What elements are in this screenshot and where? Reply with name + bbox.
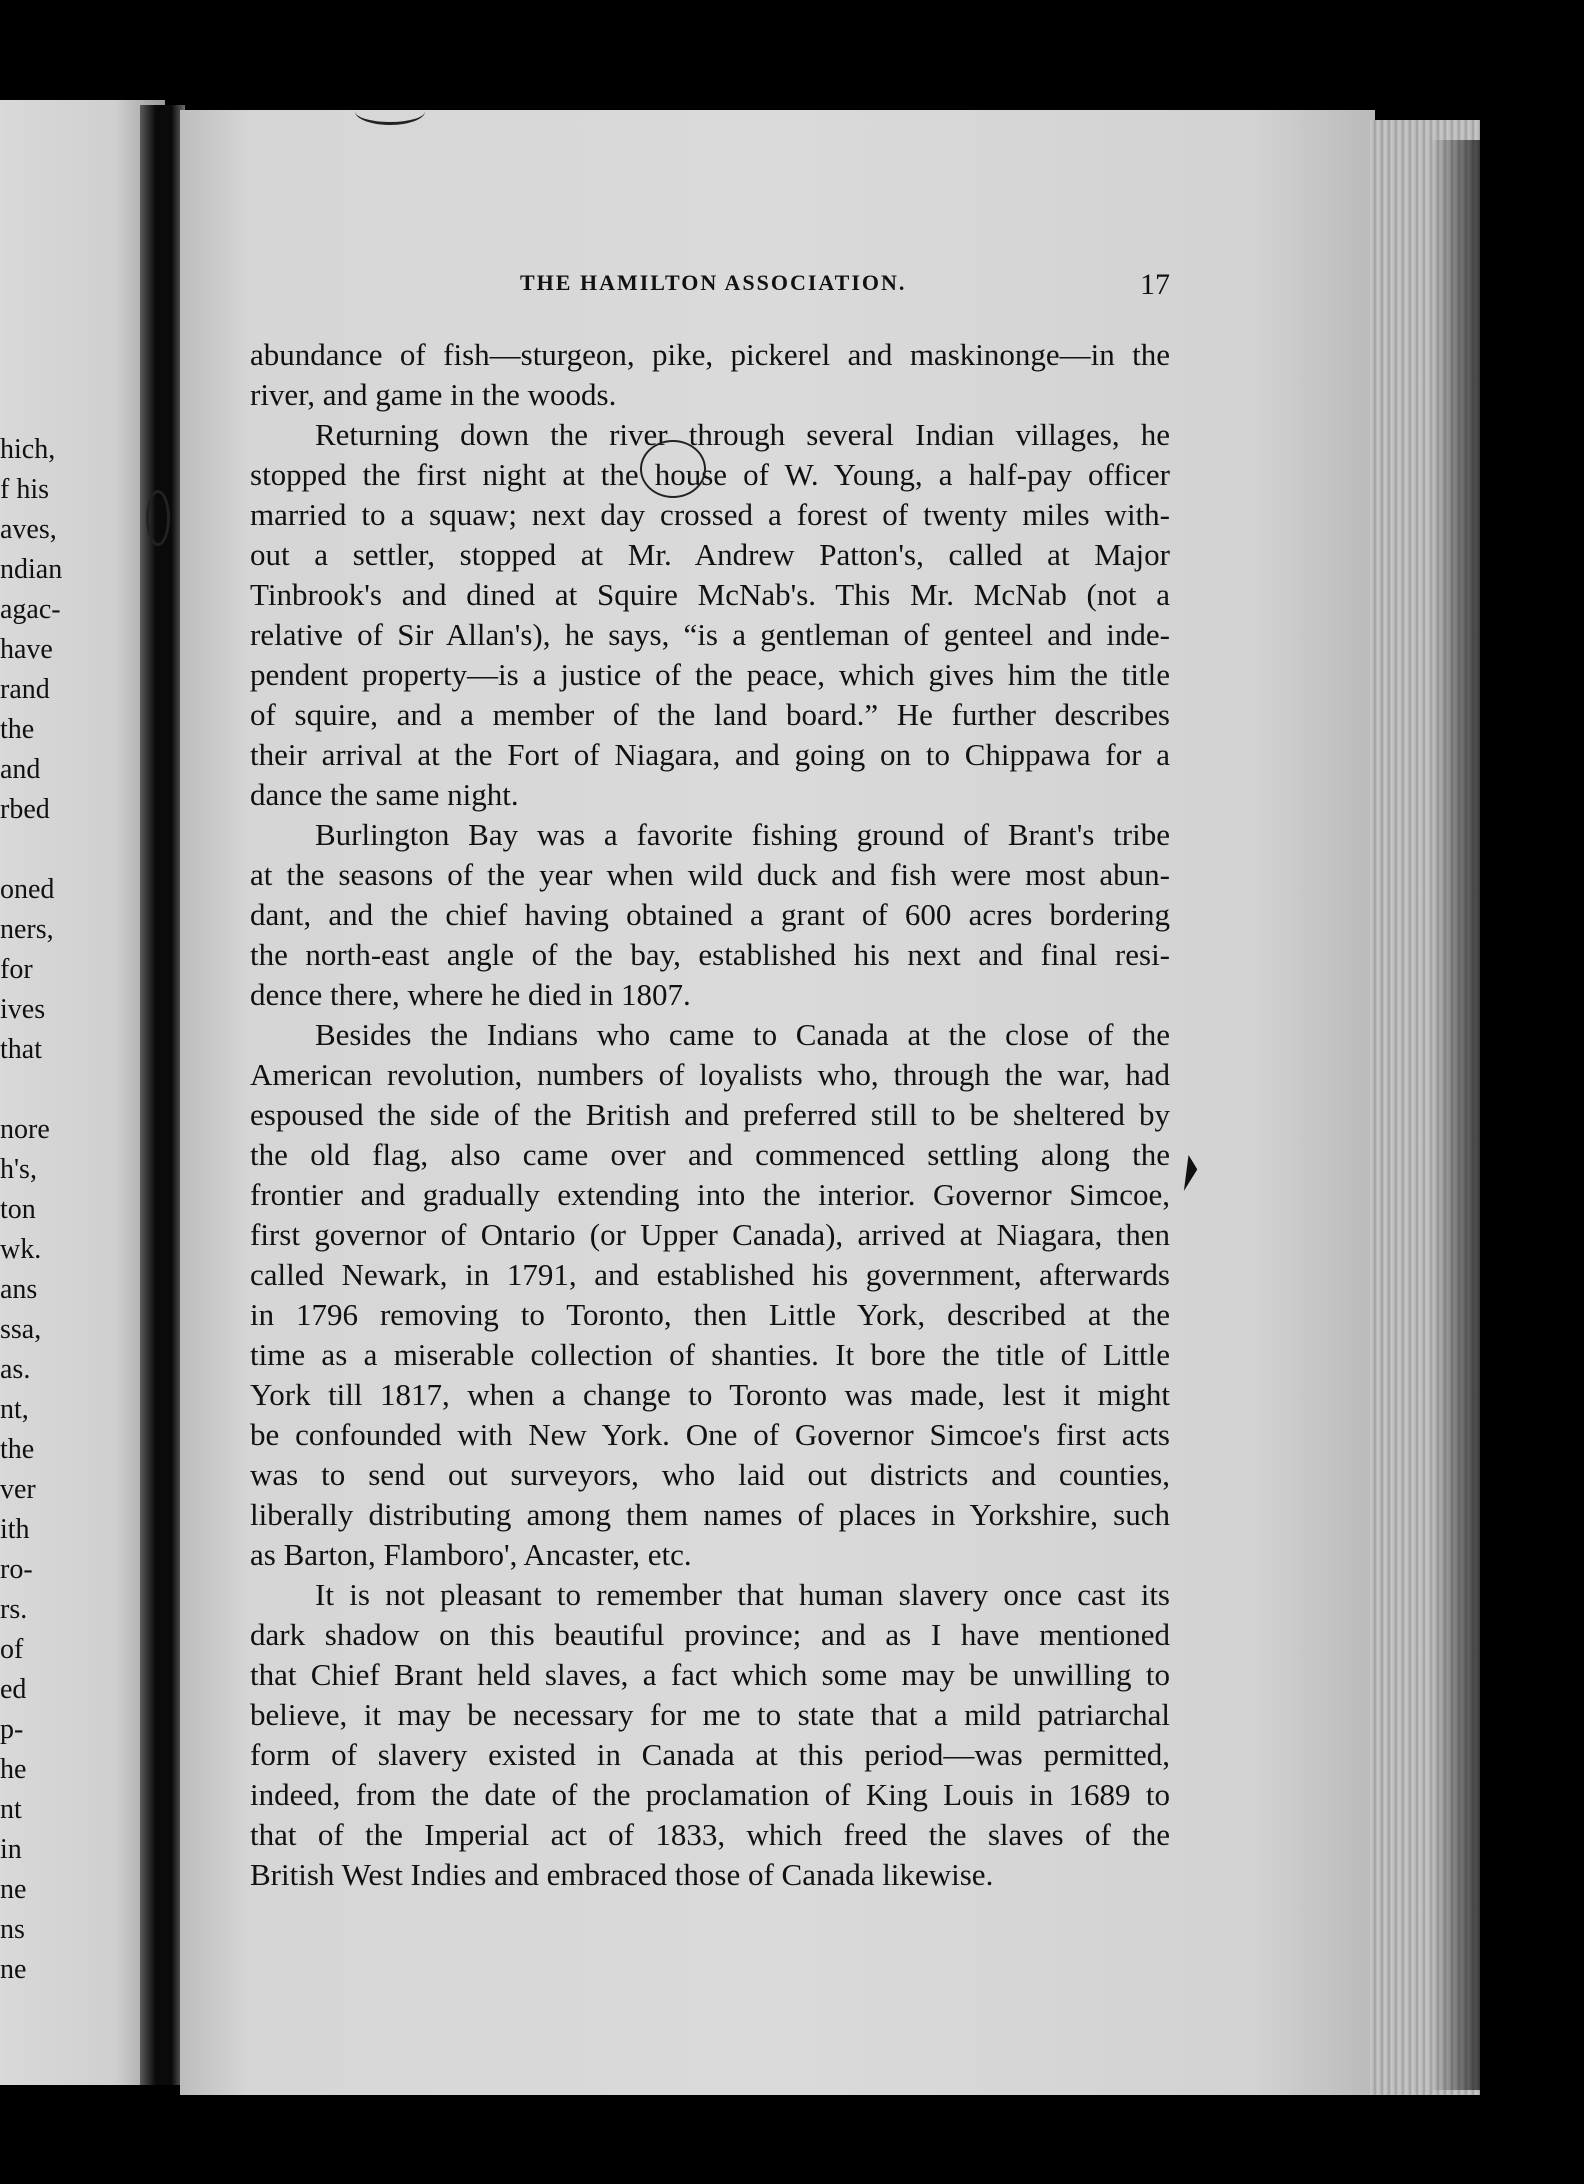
left-line xyxy=(0,830,160,870)
page-edge-shadow xyxy=(1430,140,1490,2090)
left-line: ro- xyxy=(0,1554,33,1585)
left-line: ans xyxy=(0,1274,38,1305)
left-line xyxy=(0,1070,160,1110)
text-line: Tinbrook's and dined at Squire McNab's. This Mr. McNab (not a xyxy=(250,577,1170,612)
text-line: British West Indies and embraced those of Canada likewise. xyxy=(250,1857,994,1892)
left-line: oned xyxy=(0,874,55,905)
left-line: ives xyxy=(0,994,46,1025)
text-line: of squire, and a member of the land board.” He further describes xyxy=(250,697,1170,732)
text-line: espoused the side of the British and preferred still to be sheltered by xyxy=(250,1097,1170,1132)
text-line: pendent property—is a justice of the peace, which gives him the title xyxy=(250,657,1170,692)
left-line: p- xyxy=(0,1714,24,1745)
text-line: It is not pleasant to remember that human slavery once cast its xyxy=(315,1577,1170,1612)
text-line: first governor of Ontario (or Upper Canada), arrived at Niagara, then xyxy=(250,1217,1170,1252)
left-line: ith xyxy=(0,1514,30,1545)
left-line: he xyxy=(0,1754,27,1785)
left-line: ns xyxy=(0,1914,25,1945)
text-line: Burlington Bay was a favorite fishing ground of Brant's tribe xyxy=(315,817,1170,852)
left-line: ton xyxy=(0,1194,36,1225)
text-line: American revolution, numbers of loyalists who, through the war, had xyxy=(250,1057,1170,1092)
left-line: the xyxy=(0,1434,35,1465)
pen-mark-arc xyxy=(355,98,425,125)
left-line: in xyxy=(0,1834,22,1865)
text-line: time as a miserable collection of shanties. It bore the title of Little xyxy=(250,1337,1170,1372)
left-line: for xyxy=(0,954,33,985)
text-line: stopped the first night at the house of W. Young, a half-pay officer xyxy=(250,457,1170,492)
text-line: Besides the Indians who came to Canada at the close of the xyxy=(315,1017,1170,1052)
left-line: of xyxy=(0,1634,24,1665)
text-line: at the seasons of the year when wild duck and fish were most abun- xyxy=(250,857,1170,892)
left-line: agac- xyxy=(0,594,61,625)
text-line: as Barton, Flamboro', Ancaster, etc. xyxy=(250,1537,692,1572)
text-line: Returning down the river through several Indian villages, he xyxy=(315,417,1170,452)
left-line: nt, xyxy=(0,1394,29,1425)
left-line: that xyxy=(0,1034,42,1065)
left-line: hich, xyxy=(0,434,56,465)
text-line: liberally distributing among them names of places in Yorkshire, such xyxy=(250,1497,1170,1532)
text-line: the north-east angle of the bay, established his next and final resi- xyxy=(250,937,1170,972)
running-header: THE HAMILTON ASSOCIATION. xyxy=(520,270,907,295)
text-line: out a settler, stopped at Mr. Andrew Patton's, called at Major xyxy=(250,537,1170,572)
left-line: f his xyxy=(0,474,49,505)
left-line: ne xyxy=(0,1874,27,1905)
text-line: married to a squaw; next day crossed a forest of twenty miles with- xyxy=(250,497,1170,532)
left-line: as. xyxy=(0,1354,31,1385)
gutter-ink-mark xyxy=(146,490,170,546)
left-line: the xyxy=(0,714,35,745)
text-line: indeed, from the date of the proclamation of King Louis in 1689 to xyxy=(250,1777,1170,1812)
left-line: and xyxy=(0,754,41,785)
text-line: called Newark, in 1791, and established his government, afterwards xyxy=(250,1257,1170,1292)
left-line: nt xyxy=(0,1794,22,1825)
left-line: rbed xyxy=(0,794,50,825)
text-line: frontier and gradually extending into the interior. Governor Simcoe, xyxy=(250,1177,1170,1212)
text-line: form of slavery existed in Canada at this period—was permitted, xyxy=(250,1737,1170,1772)
left-line: ssa, xyxy=(0,1314,42,1345)
text-line: dark shadow on this beautiful province; and as I have mentioned xyxy=(250,1617,1170,1652)
text-line: believe, it may be necessary for me to state that a mild patriarchal xyxy=(250,1697,1170,1732)
text-line: that Chief Brant held slaves, a fact which some may be unwilling to xyxy=(250,1657,1170,1692)
text-line: be confounded with New York. One of Governor Simcoe's first acts xyxy=(250,1417,1170,1452)
page-body xyxy=(250,335,1170,1895)
text-line: York till 1817, when a change to Toronto was made, lest it might xyxy=(250,1377,1170,1412)
text-line: river, and game in the woods. xyxy=(250,377,617,412)
left-line: aves, xyxy=(0,514,57,545)
text-line: that of the Imperial act of 1833, which freed the slaves of the xyxy=(250,1817,1170,1852)
left-line: rand xyxy=(0,674,50,705)
text-line: was to send out surveyors, who laid out districts and counties, xyxy=(250,1457,1170,1492)
left-line: ver xyxy=(0,1474,36,1505)
pen-mark-circle xyxy=(640,440,706,498)
text-line: abundance of fish—sturgeon, pike, pickerel and maskinonge—in the xyxy=(250,337,1170,372)
left-line: nore xyxy=(0,1114,50,1145)
text-line: their arrival at the Fort of Niagara, and going on to Chippawa for a xyxy=(250,737,1170,772)
text-line: in 1796 removing to Toronto, then Little York, described at the xyxy=(250,1297,1170,1332)
text-line: dant, and the chief having obtained a grant of 600 acres bordering xyxy=(250,897,1170,932)
text-line: relative of Sir Allan's), he says, “is a gentleman of genteel and inde- xyxy=(250,617,1170,652)
left-line: have xyxy=(0,634,53,665)
left-line: h's, xyxy=(0,1154,37,1185)
left-line: ed xyxy=(0,1674,27,1705)
left-page-text xyxy=(0,430,160,1990)
book-gutter xyxy=(140,105,185,2085)
text-line: dence there, where he died in 1807. xyxy=(250,977,691,1012)
text-line: the old flag, also came over and commenced settling along the xyxy=(250,1137,1170,1172)
text-line: dance the same night. xyxy=(250,777,519,812)
page-number: 17 xyxy=(1140,268,1170,301)
left-line: rs. xyxy=(0,1594,28,1625)
left-line: ne xyxy=(0,1954,27,1985)
left-line: ners, xyxy=(0,914,54,945)
left-line: ndian xyxy=(0,554,63,585)
left-line: wk. xyxy=(0,1234,42,1265)
